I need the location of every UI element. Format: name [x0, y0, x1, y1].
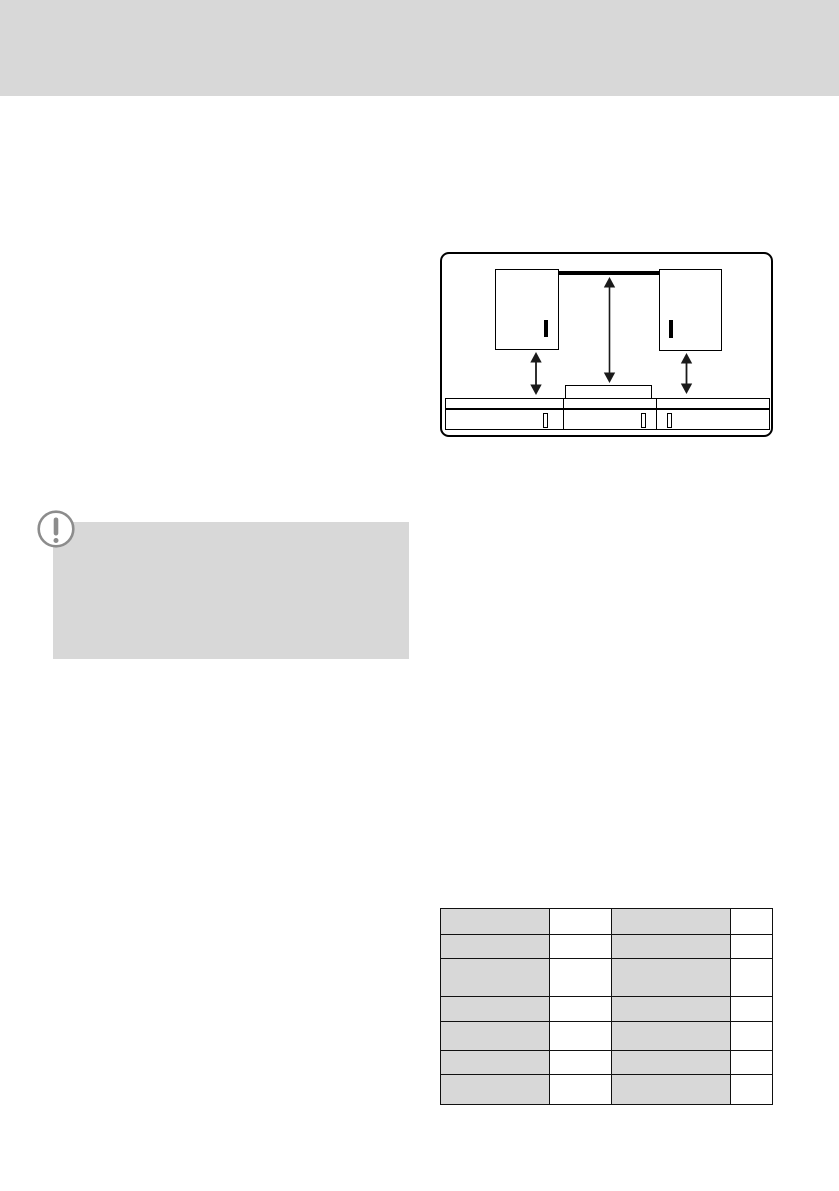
table-cell: [612, 1075, 731, 1105]
table-cell: [441, 959, 550, 997]
table-cell: [731, 1022, 773, 1051]
left-spacing-arrow: [530, 352, 541, 395]
table-cell: [441, 909, 550, 935]
table-row: [441, 909, 773, 935]
table-cell: [550, 997, 612, 1022]
table-row: [441, 1051, 773, 1075]
table-cell: [612, 909, 731, 935]
table-row: [441, 1075, 773, 1105]
table-cell: [550, 959, 612, 997]
exclamation-icon: [36, 509, 76, 549]
table-cell: [731, 935, 773, 959]
spacing-arrows-layer: [442, 254, 775, 439]
table-cell: [550, 909, 612, 935]
table-row: [441, 1022, 773, 1051]
table-cell: [612, 997, 731, 1022]
speaker-installation-diagram: [440, 252, 773, 437]
table-cell: [441, 935, 550, 959]
center-spacing-arrow: [604, 277, 615, 383]
specifications-table: [440, 908, 773, 1105]
table-cell: [731, 1075, 773, 1105]
table-cell: [731, 997, 773, 1022]
table-cell: [550, 935, 612, 959]
page-header-band: [0, 0, 839, 96]
table-row: [441, 959, 773, 997]
table-cell: [731, 1051, 773, 1075]
table-cell: [612, 935, 731, 959]
right-spacing-arrow: [681, 353, 692, 394]
table-cell: [550, 1051, 612, 1075]
table-cell: [550, 1075, 612, 1105]
table-cell: [441, 1075, 550, 1105]
table-row: [441, 935, 773, 959]
table-cell: [550, 1022, 612, 1051]
table-cell: [612, 959, 731, 997]
table-cell: [441, 1022, 550, 1051]
table-cell: [441, 1051, 550, 1075]
table-cell: [612, 1051, 731, 1075]
table-cell: [731, 959, 773, 997]
table-cell: [731, 909, 773, 935]
table-row: [441, 997, 773, 1022]
table-cell: [612, 1022, 731, 1051]
caution-note-box: [53, 522, 409, 659]
table-cell: [441, 997, 550, 1022]
